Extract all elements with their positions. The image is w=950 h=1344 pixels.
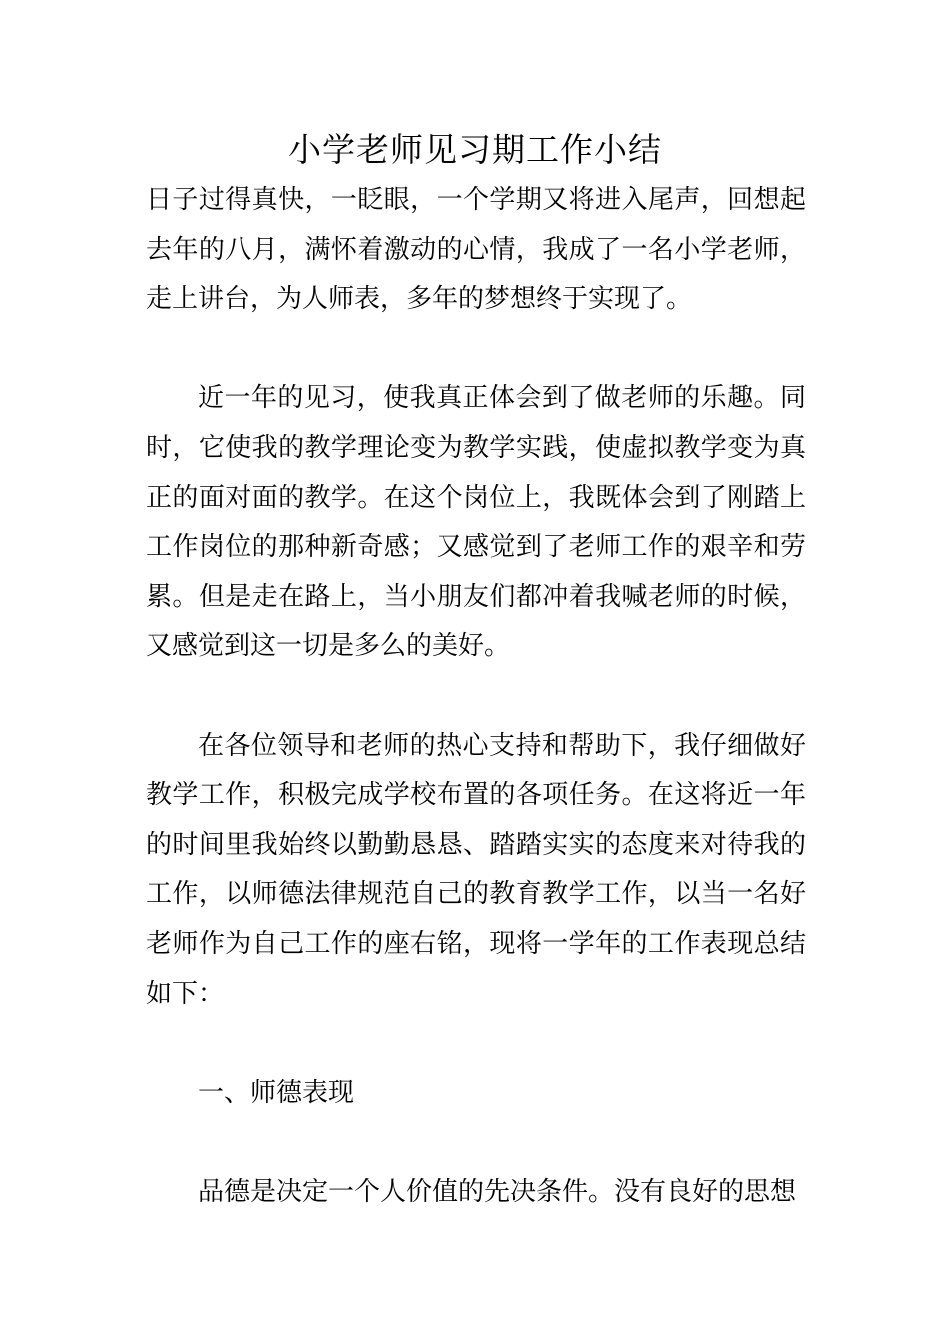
paragraph-intro: 日子过得真快，一眨眼，一个学期又将进入尾声，回想起去年的八月，满怀着激动的心情，我成了一名小学老师，走上讲台，为人师表，多年的梦想终于实现了。 <box>146 185 806 315</box>
paragraph-spacer <box>146 325 806 375</box>
paragraph-ethics: 品德是决定一个人价值的先决条件。没有良好的思想 <box>198 1176 797 1207</box>
paragraph-internship-experience: 近一年的见习，使我真正体会到了做老师的乐趣。同时，它使我的教学理论变为教学实践，使虚拟教学变为真正的面对面的教学。在这个岗位上，我既体会到了刚踏上工作岗位的那种新奇感；又感觉到了老师工作的艰辛和劳累。但是走在路上，当小朋友们都冲着我喊老师的时候，又感觉到这一切是多么的美好。 <box>146 383 806 662</box>
paragraph-spacer <box>146 672 806 722</box>
section-heading-ethics: 一、师德表现 <box>198 1077 355 1108</box>
paragraph-work-summary: 在各位领导和老师的热心支持和帮助下，我仔细做好教学工作，积极完成学校布置的各项任务。在这将近一年的时间里我始终以勤勤恳恳、踏踏实实的态度来对待我的工作，以师德法律规范自己的教育教学工作，以当一名好老师作为自己工作的座右铭，现将一学年的工作表现总结如下： <box>146 730 806 1009</box>
paragraph-spacer <box>146 1019 806 1069</box>
document-title: 小学老师见习期工作小结 <box>288 130 662 169</box>
paragraph-spacer <box>146 1118 806 1168</box>
document-body <box>146 176 806 1217</box>
